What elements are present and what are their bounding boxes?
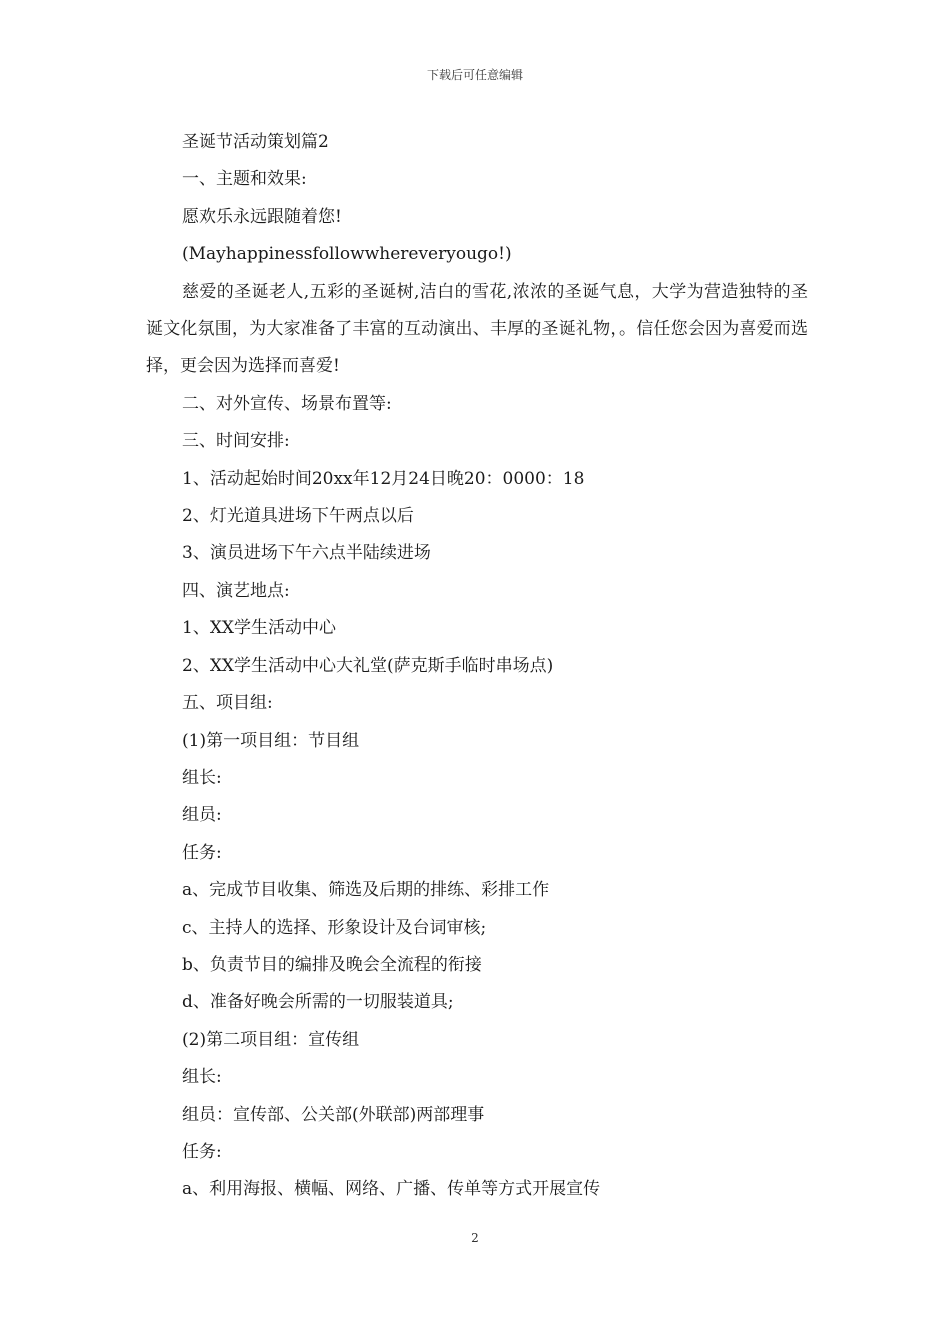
- list-item: a、利用海报、横幅、网络、广播、传单等方式开展宣传: [182, 1179, 601, 1200]
- section-heading-theme: 一、主题和效果:: [182, 169, 307, 190]
- document-title: 圣诞节活动策划篇2: [182, 132, 329, 152]
- page-header: 下载后可任意编辑: [426, 68, 523, 82]
- list-item: b、负责节目的编排及晚会全流程的衔接: [182, 954, 482, 975]
- text-line: 组员：宣传部、公关部(外联部)两部理事: [182, 1104, 485, 1125]
- subsection-heading: (1)第一项目组：节目组: [182, 730, 360, 751]
- text-line: 愿欢乐永远跟随着您!: [182, 206, 342, 227]
- subsection-heading: (2)第二项目组：宣传组: [182, 1029, 360, 1050]
- list-item: 1、活动起始时间20xx年12月24日晚20：0000：18: [182, 468, 585, 489]
- body-paragraph: 慈爱的圣诞老人,五彩的圣诞树,洁白的雪花,浓浓的圣诞气息，大学为营造独特的圣诞文化氛围，为大家准备了丰富的互动演出、丰厚的圣诞礼物，。信任您会因为喜爱而选择，更会因为选择而喜爱!: [146, 281, 808, 377]
- text-line: 任务:: [182, 842, 222, 863]
- text-line: 组长:: [182, 1067, 222, 1088]
- list-item: d、准备好晚会所需的一切服装道具;: [182, 992, 454, 1013]
- text-line: (Mayhappinessfollowwhereveryougo!): [182, 244, 512, 265]
- text-line: 组员:: [182, 805, 222, 826]
- document-body: [146, 124, 808, 1209]
- section-heading-venue: 四、演艺地点:: [182, 580, 290, 601]
- section-heading-promotion: 二、对外宣传、场景布置等:: [182, 393, 392, 414]
- section-heading-project-groups: 五、项目组:: [182, 693, 273, 714]
- list-item: 2、灯光道具进场下午两点以后: [182, 506, 414, 527]
- list-item: 1、XX学生活动中心: [182, 618, 337, 639]
- list-item: 3、演员进场下午六点半陆续进场: [182, 543, 431, 564]
- list-item: c、主持人的选择、形象设计及台词审核;: [182, 917, 487, 938]
- list-item: 2、XX学生活动中心大礼堂(萨克斯手临时串场点): [182, 655, 554, 676]
- page-number: 2: [471, 1231, 479, 1245]
- list-item: a、完成节目收集、筛选及后期的排练、彩排工作: [182, 880, 550, 901]
- text-line: 任务:: [182, 1141, 222, 1162]
- section-heading-schedule: 三、时间安排:: [182, 431, 290, 452]
- text-line: 组长:: [182, 767, 222, 788]
